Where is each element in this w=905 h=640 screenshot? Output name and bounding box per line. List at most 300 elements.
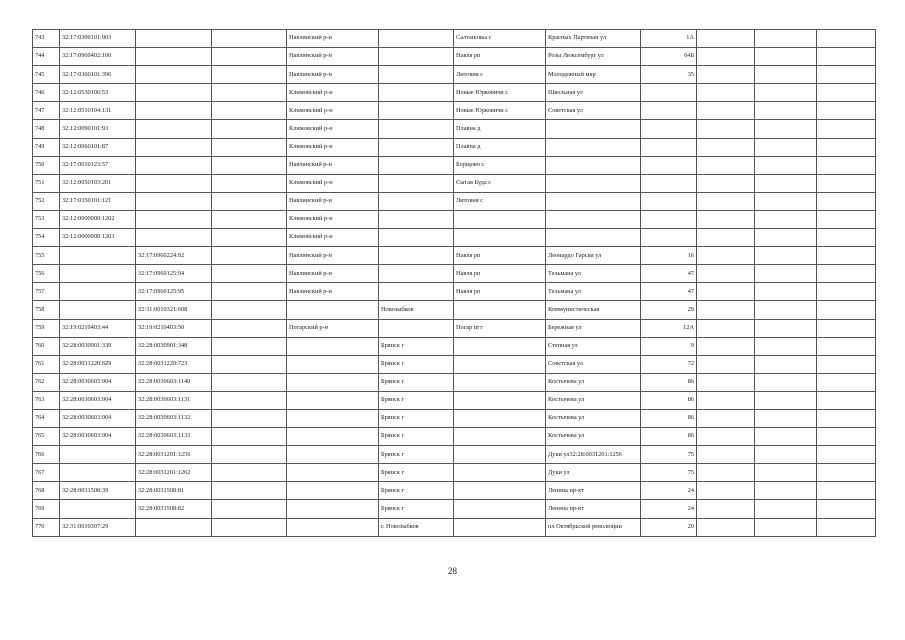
table-row <box>33 409 876 427</box>
table-cell: 86 <box>641 391 697 409</box>
page-number: 28 <box>448 566 457 576</box>
table-cell <box>817 518 876 536</box>
table-cell <box>287 500 379 518</box>
table-cell <box>379 48 454 66</box>
table-cell: 32:17:0960125:94 <box>136 265 212 283</box>
table-cell <box>817 66 876 84</box>
table-cell <box>755 84 817 102</box>
registry-table <box>32 29 876 537</box>
table-cell <box>212 192 287 210</box>
table-cell: Борщово с <box>454 156 546 174</box>
table-cell <box>641 229 697 247</box>
table-cell: 32:28:0030603:1132 <box>136 409 212 427</box>
table-cell: Красных Партизан ул <box>546 30 641 48</box>
table-cell <box>212 229 287 247</box>
table-row <box>33 319 876 337</box>
table-cell: 751 <box>33 174 60 192</box>
table-cell <box>60 500 136 518</box>
table-cell: Новые Юрковичи с <box>454 102 546 120</box>
table-cell: Брянск г <box>379 446 454 464</box>
table-cell <box>136 120 212 138</box>
table-cell <box>546 192 641 210</box>
table-cell <box>697 464 755 482</box>
table-cell <box>212 319 287 337</box>
table-cell <box>287 482 379 500</box>
table-cell <box>817 174 876 192</box>
table-row <box>33 48 876 66</box>
table-row <box>33 391 876 409</box>
table-cell <box>212 120 287 138</box>
table-cell: г. Новозыбков <box>379 518 454 536</box>
table-cell <box>212 446 287 464</box>
table-cell <box>212 66 287 84</box>
table-cell <box>212 174 287 192</box>
table-cell: Плавна д <box>454 138 546 156</box>
table-cell <box>379 283 454 301</box>
table-cell: Климовский р-н <box>287 210 379 228</box>
table-cell <box>697 138 755 156</box>
table-cell <box>454 518 546 536</box>
table-cell <box>755 138 817 156</box>
table-cell <box>212 102 287 120</box>
table-cell <box>60 247 136 265</box>
table-cell: 762 <box>33 373 60 391</box>
table-cell <box>287 355 379 373</box>
table-cell <box>817 138 876 156</box>
table-cell: Новые Юрковичи с <box>454 84 546 102</box>
table-cell: 75 <box>641 446 697 464</box>
table-cell <box>60 464 136 482</box>
table-cell <box>697 482 755 500</box>
table-cell <box>755 446 817 464</box>
table-cell <box>697 518 755 536</box>
table-cell: 749 <box>33 138 60 156</box>
table-row <box>33 355 876 373</box>
table-row <box>33 138 876 156</box>
table-cell <box>379 210 454 228</box>
table-cell <box>697 210 755 228</box>
table-cell <box>454 464 546 482</box>
table-cell <box>755 120 817 138</box>
table-cell <box>755 337 817 355</box>
table-cell: 32:12:0000000:1203 <box>60 229 136 247</box>
table-cell: пл Октябрьской революции <box>546 518 641 536</box>
table-row <box>33 337 876 355</box>
table-cell: Климовский р-н <box>287 138 379 156</box>
table-row <box>33 265 876 283</box>
table-cell <box>212 84 287 102</box>
table-cell <box>546 120 641 138</box>
table-cell: Навлинский р-н <box>287 283 379 301</box>
table-cell: 757 <box>33 283 60 301</box>
table-cell <box>212 247 287 265</box>
table-cell: 766 <box>33 446 60 464</box>
table-cell: 35 <box>641 66 697 84</box>
table-cell: 20 <box>641 518 697 536</box>
table-cell: 32:12:0530106:53 <box>60 84 136 102</box>
table-cell: Коммунистическая <box>546 301 641 319</box>
table-row <box>33 174 876 192</box>
table-cell <box>60 265 136 283</box>
table-cell <box>697 192 755 210</box>
table-cell: Навлинский р-н <box>287 156 379 174</box>
table-row <box>33 283 876 301</box>
table-row <box>33 482 876 500</box>
table-cell <box>136 229 212 247</box>
table-cell: 32:17:0300101:903 <box>60 30 136 48</box>
table-cell <box>697 174 755 192</box>
table-cell: 47 <box>641 283 697 301</box>
table-cell: Бережная ул <box>546 319 641 337</box>
table-cell <box>755 283 817 301</box>
table-cell <box>212 265 287 283</box>
table-cell: Костычева ул <box>546 391 641 409</box>
table-cell: Литовня с <box>454 66 546 84</box>
table-cell <box>136 156 212 174</box>
table-cell <box>212 482 287 500</box>
table-cell: 32:31:0010307:29 <box>60 518 136 536</box>
table-cell: 767 <box>33 464 60 482</box>
table-cell <box>287 409 379 427</box>
table-cell <box>641 192 697 210</box>
table-cell <box>697 102 755 120</box>
table-cell: 32:19:0210403:50 <box>136 319 212 337</box>
table-cell: 746 <box>33 84 60 102</box>
table-row <box>33 192 876 210</box>
table-cell <box>454 391 546 409</box>
table-cell: 86 <box>641 409 697 427</box>
table-cell: Степная ул <box>546 337 641 355</box>
table-cell: 32:12:0050103:201 <box>60 174 136 192</box>
table-cell: 761 <box>33 355 60 373</box>
table-cell: Литовня с <box>454 192 546 210</box>
table-cell <box>212 500 287 518</box>
table-cell <box>817 229 876 247</box>
table-cell: Ленина пр-кт <box>546 482 641 500</box>
table-cell <box>379 138 454 156</box>
table-cell <box>212 210 287 228</box>
table-cell: Климовский р-н <box>287 174 379 192</box>
table-cell <box>755 174 817 192</box>
table-cell: 32:28:0030603:904 <box>60 391 136 409</box>
table-row <box>33 301 876 319</box>
table-cell <box>697 156 755 174</box>
table-cell: 745 <box>33 66 60 84</box>
table-cell: 32:17:0010123:57 <box>60 156 136 174</box>
table-cell <box>817 156 876 174</box>
table-cell: Навля рп <box>454 265 546 283</box>
table-cell <box>379 66 454 84</box>
table-cell <box>212 283 287 301</box>
table-cell <box>641 174 697 192</box>
table-cell: 750 <box>33 156 60 174</box>
table-cell <box>546 138 641 156</box>
table-cell: 32:17:0960125:95 <box>136 283 212 301</box>
table-cell <box>755 391 817 409</box>
table-cell: Климовский р-н <box>287 84 379 102</box>
table-cell: Брянск г <box>379 482 454 500</box>
table-cell: 32:28:0031508:81 <box>136 482 212 500</box>
table-row <box>33 518 876 536</box>
table-cell <box>755 66 817 84</box>
table-cell: Ленина пр-кт <box>546 500 641 518</box>
table-cell <box>60 301 136 319</box>
table-cell <box>546 156 641 174</box>
table-cell <box>379 84 454 102</box>
table-cell <box>287 446 379 464</box>
table-cell: 769 <box>33 500 60 518</box>
table-cell <box>817 464 876 482</box>
table-cell: 1А <box>641 30 697 48</box>
table-cell: Брянск г <box>379 464 454 482</box>
table-cell <box>641 84 697 102</box>
table-cell: 759 <box>33 319 60 337</box>
table-cell <box>379 102 454 120</box>
table-cell <box>454 446 546 464</box>
table-cell: 763 <box>33 391 60 409</box>
table-cell <box>641 102 697 120</box>
table-cell: 86 <box>641 428 697 446</box>
table-cell <box>454 409 546 427</box>
table-cell: 760 <box>33 337 60 355</box>
table-cell: 32:28:0030901:348 <box>136 337 212 355</box>
table-cell: 32:28:0031508:39 <box>60 482 136 500</box>
table-cell <box>755 265 817 283</box>
table-cell: Навля рп <box>454 48 546 66</box>
table-cell: Школьная ул <box>546 84 641 102</box>
table-cell <box>136 48 212 66</box>
table-cell <box>287 464 379 482</box>
table-cell <box>817 373 876 391</box>
table-cell: Навлинский р-н <box>287 192 379 210</box>
table-cell <box>817 283 876 301</box>
table-cell <box>817 102 876 120</box>
table-cell: 747 <box>33 102 60 120</box>
table-cell: Навлинский р-н <box>287 247 379 265</box>
table-cell: 752 <box>33 192 60 210</box>
table-cell: 32:17:0350101:121 <box>60 192 136 210</box>
table-cell: Навлинский р-н <box>287 30 379 48</box>
table-cell: Плавна д <box>454 120 546 138</box>
table-cell: 32:12:0090101:93 <box>60 120 136 138</box>
table-cell: 72 <box>641 355 697 373</box>
table-cell: 765 <box>33 428 60 446</box>
table-cell <box>697 48 755 66</box>
table-cell <box>287 337 379 355</box>
table-cell: 768 <box>33 482 60 500</box>
table-cell: 32:28:0031201:1256 <box>136 446 212 464</box>
table-cell <box>817 48 876 66</box>
table-cell: 32:28:0030603:1133 <box>136 428 212 446</box>
table-cell <box>817 337 876 355</box>
table-cell: Навля рп <box>454 283 546 301</box>
table-cell: Навлинский р-н <box>287 48 379 66</box>
table-row <box>33 30 876 48</box>
table-cell <box>697 409 755 427</box>
table-cell <box>817 265 876 283</box>
table-cell <box>641 210 697 228</box>
table-cell: 770 <box>33 518 60 536</box>
table-cell: 32:31:0010321:608 <box>136 301 212 319</box>
table-cell: 32:28:0030603:904 <box>60 373 136 391</box>
table-cell: 9 <box>641 337 697 355</box>
table-cell <box>697 319 755 337</box>
table-cell <box>60 446 136 464</box>
table-cell: Навлинский р-н <box>287 66 379 84</box>
table-cell: 24 <box>641 500 697 518</box>
table-cell <box>379 319 454 337</box>
table-cell: Брянск г <box>379 355 454 373</box>
table-cell <box>697 229 755 247</box>
table-cell <box>817 30 876 48</box>
table-cell <box>212 30 287 48</box>
table-cell: 32:28:0030603:904 <box>60 428 136 446</box>
table-cell: Навля рп <box>454 247 546 265</box>
table-cell <box>379 229 454 247</box>
table-cell <box>817 428 876 446</box>
table-cell <box>755 102 817 120</box>
table-cell: Костычева ул <box>546 428 641 446</box>
table-cell <box>755 192 817 210</box>
table-cell <box>212 428 287 446</box>
table-cell: 32:28:0031508:82 <box>136 500 212 518</box>
table-cell: 32:28:0030901:339 <box>60 337 136 355</box>
table-cell: 754 <box>33 229 60 247</box>
table-cell <box>546 229 641 247</box>
table-cell <box>379 174 454 192</box>
table-cell <box>287 518 379 536</box>
table-cell <box>755 428 817 446</box>
table-cell <box>817 319 876 337</box>
table-cell <box>697 120 755 138</box>
table-cell <box>697 391 755 409</box>
table-cell: Брянск г <box>379 337 454 355</box>
table-cell <box>379 30 454 48</box>
table-cell <box>60 283 136 301</box>
table-cell <box>454 229 546 247</box>
table-row <box>33 102 876 120</box>
table-cell: Брянск г <box>379 409 454 427</box>
table-cell: 756 <box>33 265 60 283</box>
table-cell: 32:17:0960224:92 <box>136 247 212 265</box>
table-cell <box>546 174 641 192</box>
table-cell <box>454 210 546 228</box>
table-cell <box>755 48 817 66</box>
table-cell <box>287 301 379 319</box>
table-cell: 32:28:0031220:629 <box>60 355 136 373</box>
table-cell: 47 <box>641 265 697 283</box>
table-cell <box>755 373 817 391</box>
table-cell: 12А <box>641 319 697 337</box>
table-cell <box>212 464 287 482</box>
table-cell <box>454 337 546 355</box>
table-cell <box>817 84 876 102</box>
table-cell <box>755 355 817 373</box>
table-cell <box>212 48 287 66</box>
table-cell <box>212 156 287 174</box>
table-cell: Дуки ул <box>546 464 641 482</box>
table-cell <box>212 518 287 536</box>
table-cell: 32:28:0031220:723 <box>136 355 212 373</box>
table-cell: 32:12:0000000:1202 <box>60 210 136 228</box>
table-cell: Тельмана ул <box>546 265 641 283</box>
table-cell: Дуки ул32:28:0031201:1256 <box>546 446 641 464</box>
table-cell: Брянск г <box>379 373 454 391</box>
table-row <box>33 120 876 138</box>
table-row <box>33 66 876 84</box>
table-cell <box>755 319 817 337</box>
table-cell <box>546 210 641 228</box>
table-cell <box>379 192 454 210</box>
table-row <box>33 229 876 247</box>
table-cell: Брянск г <box>379 391 454 409</box>
table-cell: 64Б <box>641 48 697 66</box>
table-cell <box>755 482 817 500</box>
table-cell <box>641 120 697 138</box>
table-cell <box>697 500 755 518</box>
table-cell <box>755 156 817 174</box>
table-cell: 32:28:0031201:1262 <box>136 464 212 482</box>
table-cell: 24 <box>641 482 697 500</box>
table-cell: Сытая Буда с <box>454 174 546 192</box>
table-cell <box>697 355 755 373</box>
table-cell: Погар пгт <box>454 319 546 337</box>
table-cell <box>817 192 876 210</box>
table-cell: Костычева ул <box>546 373 641 391</box>
table-row <box>33 156 876 174</box>
table-cell: Розы Люксембург ул <box>546 48 641 66</box>
table-cell: Советская ул <box>546 355 641 373</box>
table-cell <box>817 409 876 427</box>
table-cell <box>287 373 379 391</box>
table-row <box>33 500 876 518</box>
table-cell <box>454 428 546 446</box>
table-cell: 32:17:0360101:396 <box>60 66 136 84</box>
table-cell <box>136 30 212 48</box>
table-cell <box>817 482 876 500</box>
table-cell: 744 <box>33 48 60 66</box>
table-row <box>33 446 876 464</box>
table-cell <box>817 391 876 409</box>
table-cell <box>817 301 876 319</box>
table-cell <box>136 102 212 120</box>
table-cell <box>212 409 287 427</box>
table-row <box>33 210 876 228</box>
table-cell: 758 <box>33 301 60 319</box>
table-cell <box>454 301 546 319</box>
table-cell <box>697 247 755 265</box>
table-cell <box>697 66 755 84</box>
table-cell <box>136 192 212 210</box>
table-cell: Навлинский р-н <box>287 265 379 283</box>
table-cell: Новозыбков <box>379 301 454 319</box>
table-cell <box>817 355 876 373</box>
table-cell <box>817 446 876 464</box>
table-cell: 32:28:0030603:1140 <box>136 373 212 391</box>
table-cell <box>817 120 876 138</box>
table-cell: Брянск г <box>379 500 454 518</box>
table-cell: Леонардо Гарсиа ул <box>546 247 641 265</box>
table-cell: 29 <box>641 301 697 319</box>
table-cell <box>755 518 817 536</box>
registry-table-body <box>33 30 876 537</box>
table-cell: Погарский р-н <box>287 319 379 337</box>
table-cell: Молодежный мкр <box>546 66 641 84</box>
table-cell <box>136 518 212 536</box>
table-cell <box>641 138 697 156</box>
table-cell: 755 <box>33 247 60 265</box>
table-cell <box>287 428 379 446</box>
